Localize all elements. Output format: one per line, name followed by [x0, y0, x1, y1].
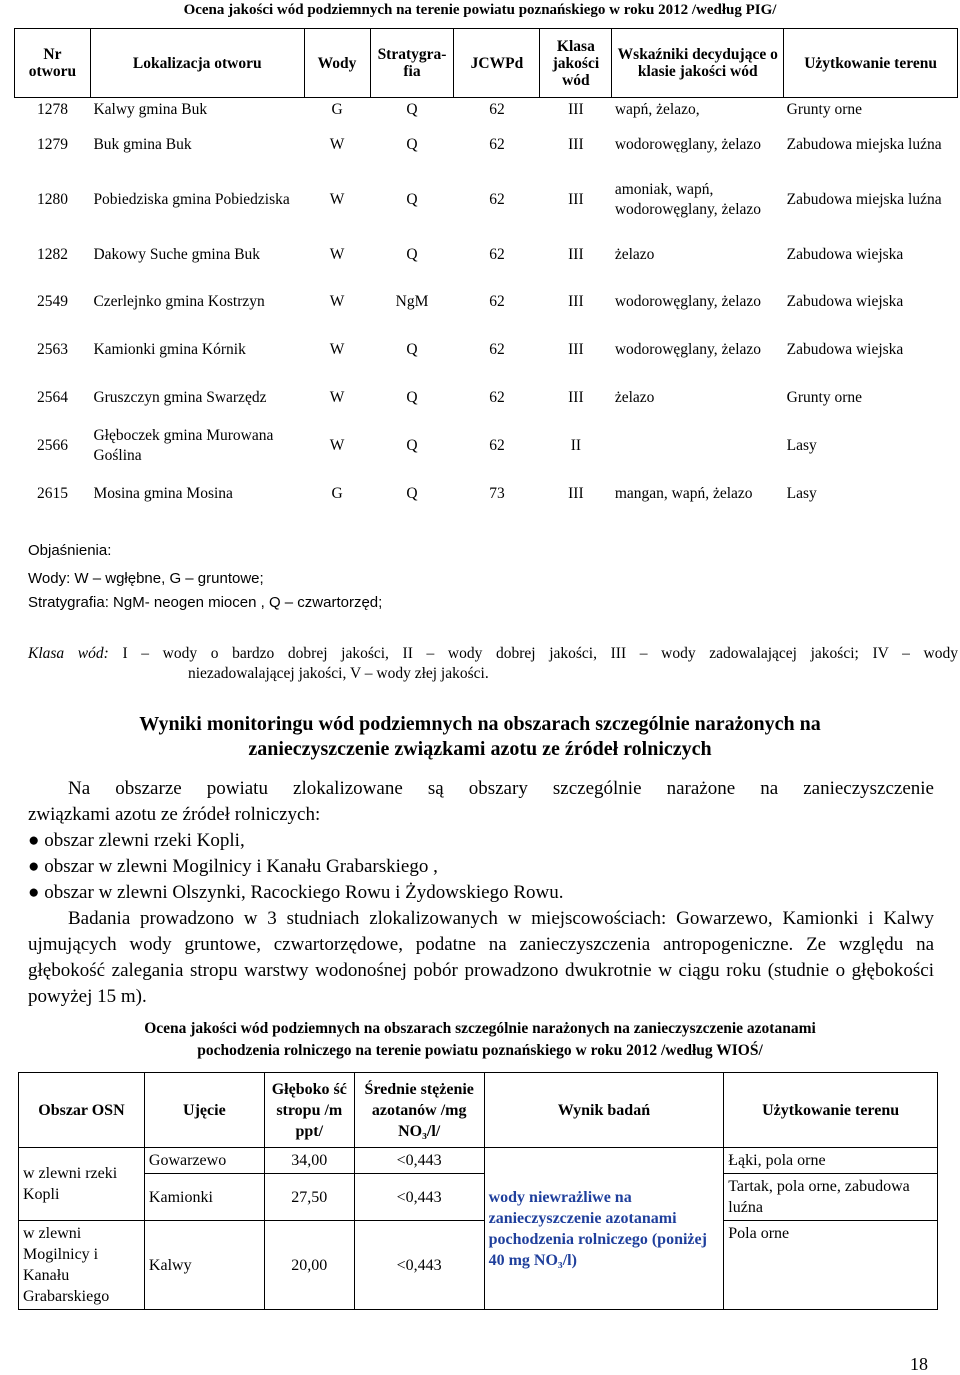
cell-nr: 2549: [36, 292, 68, 310]
table-row: [19, 1148, 938, 1174]
cell-uzyt: Grunty orne: [786, 388, 862, 406]
table-row: [15, 422, 958, 470]
bullet-item: ● obszar zlewni rzeki Kopli,: [28, 830, 245, 851]
header-uzytkowanie: Użytkowanie terenu: [784, 29, 958, 98]
cell-stezenie: <0,443: [354, 1174, 484, 1221]
groundwater-quality-table: [14, 28, 958, 518]
cell-klasa: III: [568, 135, 584, 153]
cell-klasa: III: [568, 484, 584, 502]
cell-klasa: II: [570, 436, 582, 454]
cell-uzytkowanie: Łąki, pola orne: [724, 1148, 938, 1174]
cell-wsk: wodorowęglany, żelazo: [614, 340, 762, 358]
research-paragraph: Badania prowadzono w 3 studniach zlokalizowanych w miejscowościach: Gowarzewo, Kamionki i Kalwy ujmujących wody gruntowe, czwartorzędowe, podatne na zanieczyszczenia antropogeniczne. Ze względu na głębokość zalegania stropu warstwy wodonośnej pobór prowadzono dwukrotnie w ciągu roku (studnie o głębokości powyżej 15 m).: [28, 908, 934, 1007]
cell-nr: 2566: [36, 436, 68, 454]
cell-strat: Q: [406, 340, 418, 358]
cell-jcwpd: 62: [489, 135, 505, 153]
header-wynik: Wynik badań: [484, 1073, 724, 1148]
cell-uzyt: Zabudowa wiejska: [786, 245, 904, 263]
cell-strat: Q: [406, 100, 418, 118]
header-wskazniki: Wskaźniki decydujące o klasie jakości wód: [612, 29, 784, 98]
cell-jcwpd: 62: [489, 388, 505, 406]
header-wody: Wody: [304, 29, 370, 98]
header-stezenie: Średnie stężenie azotanów /mg NO₃/l/: [354, 1073, 484, 1148]
table-row: [15, 278, 958, 326]
header-jcwpd: JCWPd: [454, 29, 540, 98]
cell-lok: Dakowy Suche gmina Buk: [93, 245, 261, 263]
cell-nr: 2563: [36, 340, 68, 358]
cell-klasa: III: [568, 245, 584, 263]
cell-uzytkowanie: Tartak, pola orne, zabudowa luźna: [724, 1174, 938, 1221]
cell-klasa: III: [568, 190, 584, 208]
table-row: [15, 168, 958, 232]
cell-lok: Czerlejnko gmina Kostrzyn: [93, 292, 265, 310]
bullet-item: ● obszar w zlewni Olszynki, Racockiego Rowu i Żydowskiego Rowu.: [28, 882, 564, 903]
cell-wsk: amoniak, wapń, wodorowęglany, żelazo: [614, 180, 762, 218]
cell-wody: G: [331, 100, 343, 118]
cell-wsk: [612, 422, 784, 470]
cell-wynik: wody niewrażliwe na zanieczyszczenie azotanami pochodzenia rolniczego (poniżej 40 mg NO₃/l): [484, 1148, 724, 1310]
cell-wsk: wodorowęglany, żelazo: [614, 135, 762, 153]
table-row: [15, 374, 958, 422]
cell-strat: Q: [406, 190, 418, 208]
legend-title: Objaśnienia:: [28, 542, 112, 559]
table-row: [15, 98, 958, 122]
legend-wody: Wody: W – wgłębne, G – gruntowe;: [28, 570, 264, 587]
table1-header-row: [15, 29, 958, 98]
cell-klasa: III: [568, 388, 584, 406]
cell-ujecie: Gowarzewo: [144, 1148, 264, 1174]
cell-glebokosc: 34,00: [264, 1148, 354, 1174]
cell-jcwpd: 62: [489, 100, 505, 118]
cell-jcwpd: 62: [489, 292, 505, 310]
cell-strat: Q: [406, 135, 418, 153]
cell-lok: Buk gmina Buk: [93, 135, 192, 153]
cell-nr: 1280: [36, 190, 68, 208]
cell-lok: Kalwy gmina Buk: [93, 100, 208, 118]
bullet-list: [28, 828, 934, 906]
water-class-line1: [28, 644, 958, 664]
table-row: [15, 470, 958, 518]
cell-wody: W: [329, 436, 345, 454]
cell-jcwpd: 62: [489, 190, 505, 208]
osn-kopli: w zlewni rzeki Kopli: [19, 1148, 145, 1221]
cell-jcwpd: 73: [489, 484, 505, 502]
header-glebokosc: Głęboko ść stropu /m ppt/: [264, 1073, 354, 1148]
water-class-text: I – wody o bardzo dobrej jakości, II – wody dobrej jakości, III – wody zadowalającej jakości; IV – wody: [122, 645, 958, 662]
cell-wody: W: [329, 190, 345, 208]
header-nr: Nr otworu: [15, 29, 91, 98]
cell-jcwpd: 62: [489, 245, 505, 263]
header-stratygrafia: Stratygra-fia: [370, 29, 454, 98]
header-ujecie: Ujęcie: [144, 1073, 264, 1148]
cell-strat: Q: [406, 245, 418, 263]
cell-nr: 1278: [36, 100, 68, 118]
table2-title: [0, 1018, 960, 1062]
table-row: [15, 232, 958, 278]
cell-glebokosc: 20,00: [264, 1221, 354, 1310]
page-number: 18: [910, 1354, 928, 1374]
cell-wody: W: [329, 245, 345, 263]
header-uzytkowanie-2: Użytkowanie terenu: [724, 1073, 938, 1148]
cell-uzyt: Zabudowa wiejska: [786, 292, 904, 310]
table2-title-line2: pochodzenia rolniczego na terenie powiatu poznańskiego w roku 2012 /według WIOŚ/: [197, 1042, 763, 1059]
cell-ujecie: Kamionki: [144, 1174, 264, 1221]
intro-line1: Na obszarze powiatu zlokalizowane są obszary szczególnie narażone na zanieczyszczenie: [68, 778, 934, 799]
cell-wody: G: [331, 484, 343, 502]
table-row: [15, 326, 958, 374]
cell-lok: Gruszczyn gmina Swarzędz: [93, 388, 267, 406]
table-row: [19, 1174, 938, 1221]
cell-nr: 2615: [36, 484, 68, 502]
cell-nr: 1279: [36, 135, 68, 153]
table2-title-line1: Ocena jakości wód podziemnych na obszarach szczególnie narażonych na zanieczyszczenie azotanami: [144, 1020, 816, 1037]
cell-uzyt: Lasy: [786, 484, 817, 502]
water-class-line2: niezadowalającej jakości, V – wody złej jakości.: [188, 665, 489, 682]
cell-nr: 1282: [36, 245, 68, 263]
nitrate-quality-table: [18, 1072, 938, 1310]
cell-wsk: mangan, wapń, żelazo: [614, 484, 753, 502]
cell-nr: 2564: [36, 388, 68, 406]
cell-glebokosc: 27,50: [264, 1174, 354, 1221]
cell-lok: Pobiedziska gmina Pobiedziska: [93, 190, 290, 208]
table1-title: Ocena jakości wód podziemnych na terenie powiatu poznańskiego w roku 2012 /według PIG/: [183, 2, 777, 18]
water-class-label: Klasa wód:: [28, 645, 109, 662]
cell-strat: Q: [406, 388, 418, 406]
cell-uzyt: Grunty orne: [786, 100, 862, 118]
section-heading-line1: Wyniki monitoringu wód podziemnych na obszarach szczególnie narażonych na: [139, 713, 821, 735]
cell-wsk: żelazo: [614, 245, 655, 263]
table-row: [19, 1221, 938, 1310]
cell-lok: Mosina gmina Mosina: [93, 484, 233, 502]
bullet-item: ● obszar w zlewni Mogilnicy i Kanału Grabarskiego ,: [28, 856, 438, 877]
header-klasa: Klasa jakości wód: [540, 29, 612, 98]
cell-uzyt: Zabudowa wiejska: [786, 340, 904, 358]
cell-strat: Q: [406, 436, 418, 454]
table-row: [15, 122, 958, 168]
cell-wsk: wodorowęglany, żelazo: [614, 292, 762, 310]
table2-header-row: [19, 1073, 938, 1148]
cell-stezenie: <0,443: [354, 1148, 484, 1174]
cell-wody: W: [329, 388, 345, 406]
cell-stezenie: <0,443: [354, 1221, 484, 1310]
cell-klasa: III: [568, 340, 584, 358]
cell-jcwpd: 62: [489, 436, 505, 454]
water-class-explanation: [28, 644, 958, 684]
section-heading-line2: zanieczyszczenie związkami azotu ze źródeł rolniczych: [248, 738, 712, 760]
intro-line2: związkami azotu ze źródeł rolniczych:: [28, 804, 321, 825]
cell-strat: Q: [406, 484, 418, 502]
cell-klasa: III: [568, 292, 584, 310]
legend-stratygrafia: Stratygrafia: NgM- neogen miocen , Q – czwartorzęd;: [28, 594, 383, 611]
header-obszar-osn: Obszar OSN: [19, 1073, 145, 1148]
cell-jcwpd: 62: [489, 340, 505, 358]
cell-uzyt: Zabudowa miejska luźna: [786, 135, 942, 153]
cell-uzytkowanie: Pola orne: [724, 1221, 938, 1310]
cell-wody: W: [329, 292, 345, 310]
cell-ujecie: Kalwy: [144, 1221, 264, 1310]
cell-lok: Kamionki gmina Kórnik: [93, 340, 246, 358]
section-heading: [0, 712, 960, 762]
cell-lok: Głęboczek gmina Murowana Goślina: [93, 426, 274, 464]
cell-uzyt: Zabudowa miejska luźna: [786, 190, 942, 208]
osn-mogilnicy: w zlewni Mogilnicy i Kanału Grabarskiego: [19, 1221, 145, 1310]
cell-wsk: żelazo: [614, 388, 655, 406]
cell-wsk: wapń, żelazo,: [614, 100, 700, 118]
cell-strat: NgM: [395, 292, 429, 310]
cell-wody: W: [329, 135, 345, 153]
header-lokalizacja: Lokalizacja otworu: [90, 29, 304, 98]
cell-klasa: III: [568, 100, 584, 118]
intro-paragraph: [28, 776, 934, 906]
cell-wody: W: [329, 340, 345, 358]
cell-uzyt: Lasy: [786, 436, 817, 454]
